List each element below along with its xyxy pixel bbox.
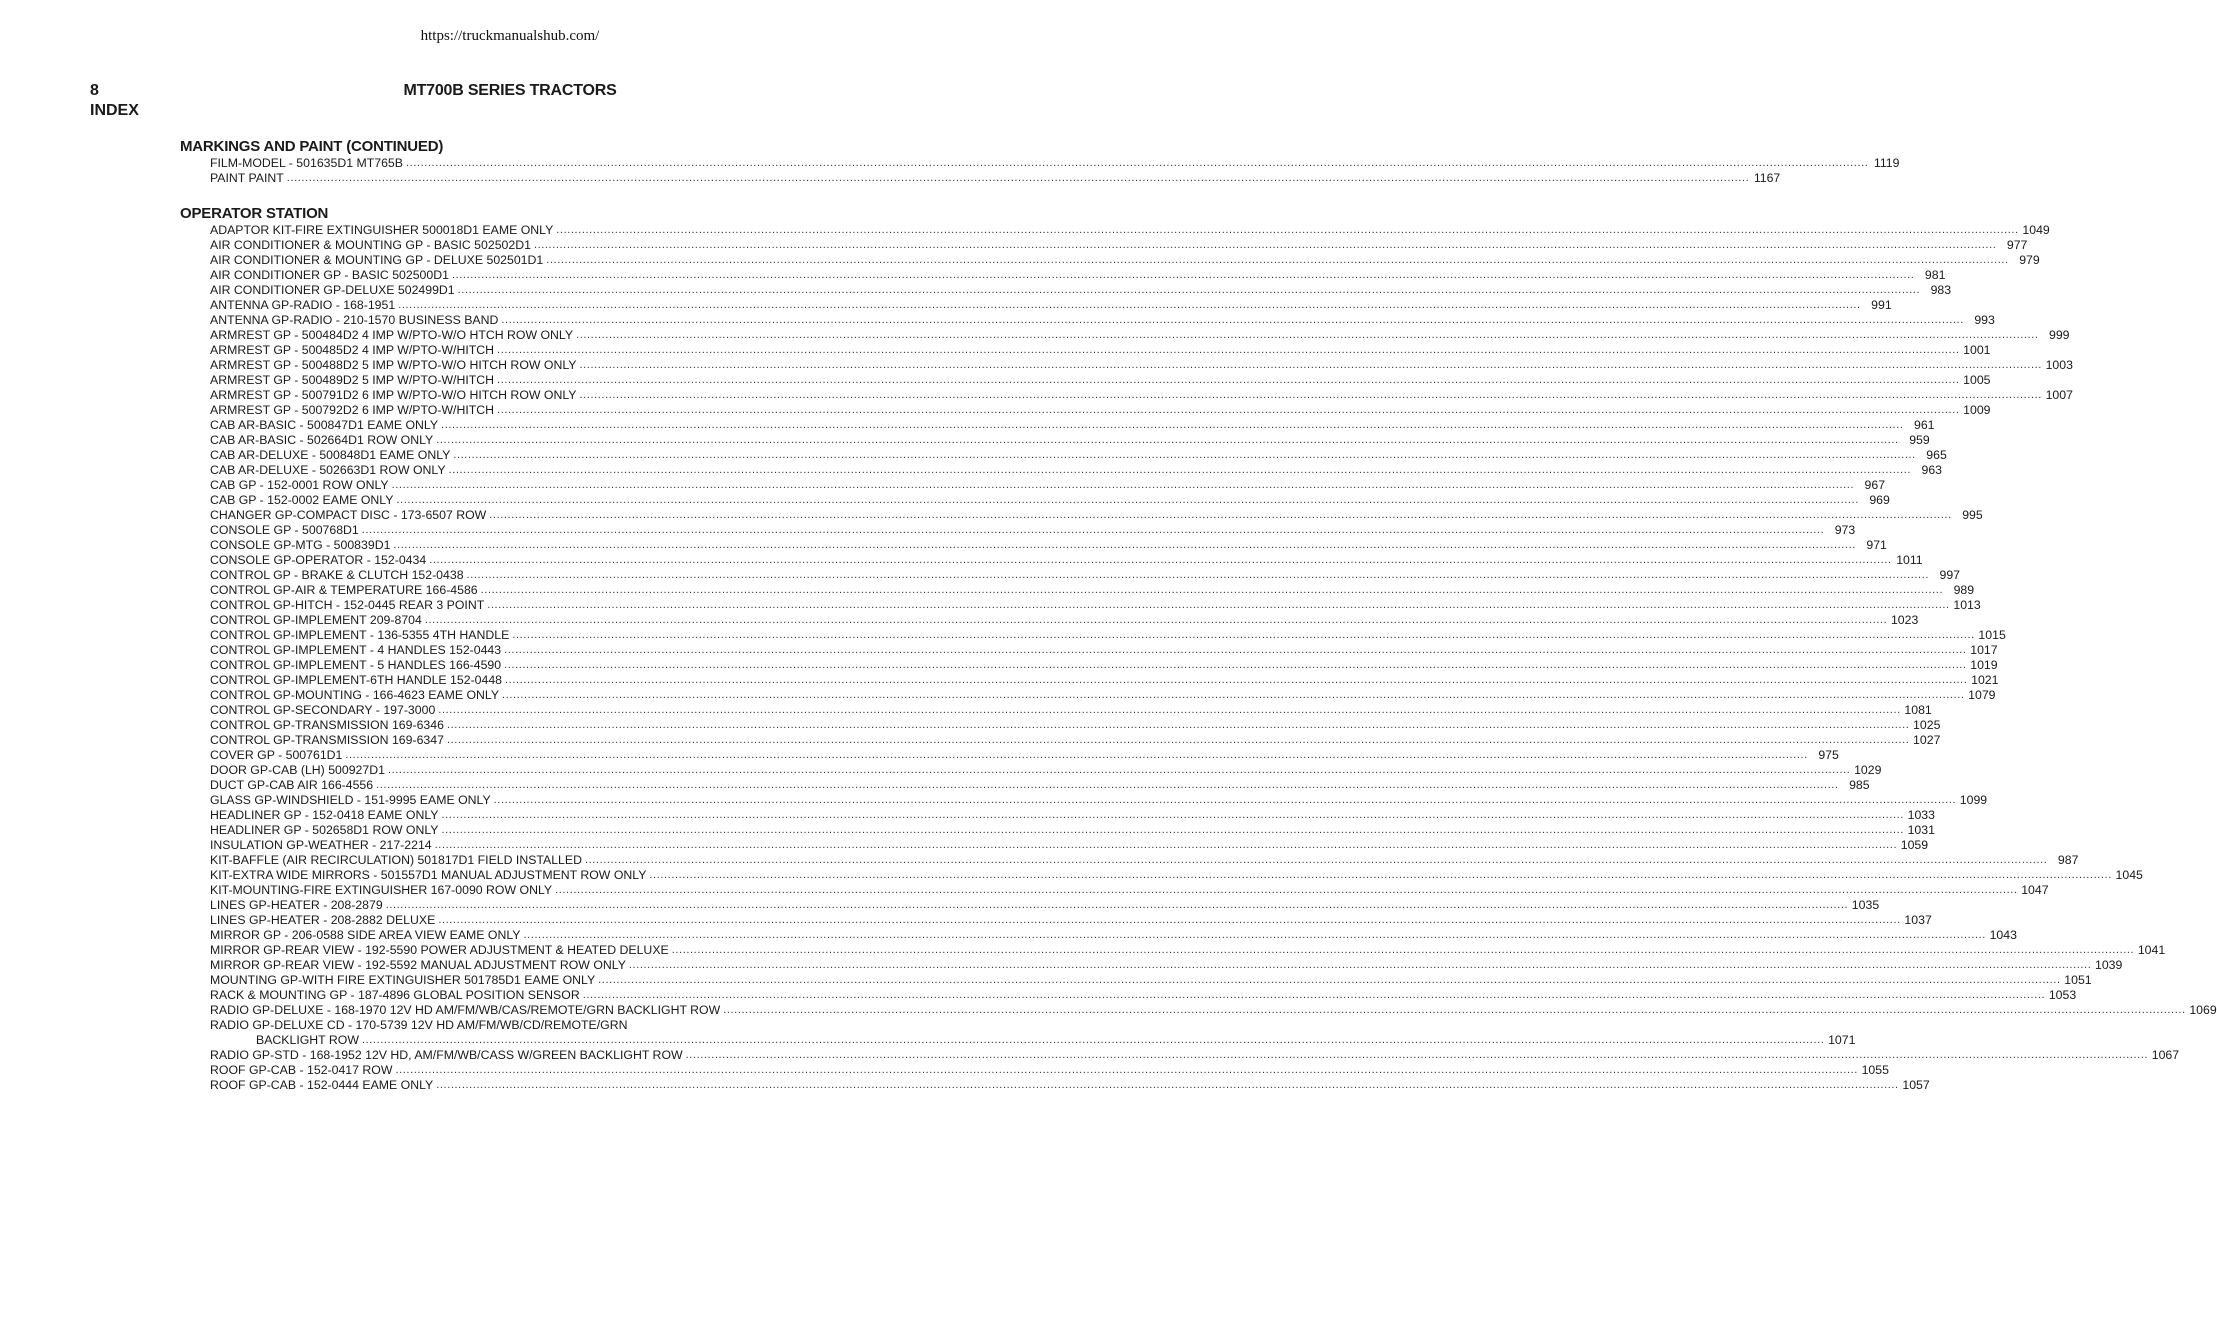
index-entry: [210, 478, 1886, 493]
entry-name: ARMREST GP - 500489D2 5 IMP W/PTO-W/HITCH: [210, 373, 495, 387]
entry-page-number: 1055: [1861, 1063, 1889, 1077]
index-entry: [210, 523, 1856, 538]
index-entry: [210, 973, 2092, 988]
index-entry: [210, 733, 1941, 748]
entry-page-number: 1119: [1873, 156, 1900, 170]
index-entry: [210, 253, 2040, 268]
entry-page-number: 977: [2006, 238, 2028, 252]
dot-leader: ................................................................................................................................................................................................................................................................................................................................................................................................................: [391, 479, 1855, 491]
dot-leader: ................................................................................................................................................................................................................................................................................................................................................................................................................: [387, 764, 1851, 776]
source-url[interactable]: https://truckmanualshub.com/: [420, 28, 600, 44]
entry-name: LINES GP-HEATER - 208-2879: [210, 898, 383, 912]
index-entry: [210, 448, 1947, 463]
entry-name: AIR CONDITIONER GP-DELUXE 502499D1: [210, 283, 455, 297]
entry-page-number: 1057: [1902, 1078, 1930, 1092]
index-entry: [210, 433, 1930, 448]
entry-name: ARMREST GP - 500792D2 6 IMP W/PTO-W/HITCH: [210, 403, 495, 417]
entry-name: ARMREST GP - 500488D2 5 IMP W/PTO-W/O HITCH ROW ONLY: [210, 358, 577, 372]
entry-name: DOOR GP-CAB (LH) 500927D1: [210, 763, 385, 777]
index-entry: [210, 643, 1998, 658]
entry-page-number: 1079: [1968, 688, 1996, 702]
index-entry: [210, 493, 1890, 508]
index-section-operator-station: [180, 205, 2217, 1093]
dot-leader: ................................................................................................................................................................................................................................................................................................................................................................................................................: [523, 929, 1986, 941]
page-label: INDEX: [90, 102, 139, 119]
entry-name: KIT-EXTRA WIDE MIRRORS - 501557D1 MANUAL ADJUSTMENT ROW ONLY: [210, 868, 647, 882]
entry-page-number: 975: [1818, 748, 1839, 762]
index-entry: [210, 553, 1923, 568]
entry-page-number: 987: [2057, 853, 2079, 867]
entry-page-number: 981: [1924, 268, 1946, 282]
entry-list: [210, 223, 2217, 1093]
entry-name: AIR CONDITIONER & MOUNTING GP - DELUXE 502501D1: [210, 253, 544, 267]
index-entry: [210, 898, 1880, 913]
dot-leader: ................................................................................................................................................................................................................................................................................................................................................................................................................: [579, 389, 2042, 401]
entry-page-number: 1011: [1896, 553, 1923, 567]
entry-name: CONTROL GP-IMPLEMENT-6TH HANDLE 152-0448: [210, 673, 503, 687]
dot-leader: ................................................................................................................................................................................................................................................................................................................................................................................................................: [451, 269, 1915, 281]
entry-name: HEADLINER GP - 152-0418 EAME ONLY: [210, 808, 439, 822]
entry-name: MIRROR GP-REAR VIEW - 192-5590 POWER ADJUSTMENT & HEATED DELUXE: [210, 943, 669, 957]
dot-leader: ................................................................................................................................................................................................................................................................................................................................................................................................................: [405, 157, 1869, 169]
index-entry: [210, 868, 2143, 883]
dot-leader: ................................................................................................................................................................................................................................................................................................................................................................................................................: [446, 719, 1910, 731]
entry-page-number: 1037: [1904, 913, 1932, 927]
dot-leader: ................................................................................................................................................................................................................................................................................................................................................................................................................: [436, 434, 1899, 446]
entry-page-number: 959: [1909, 433, 1930, 447]
entry-name: ANTENNA GP-RADIO - 210-1570 BUSINESS BAND: [210, 313, 499, 327]
entry-name: ADAPTOR KIT-FIRE EXTINGUISHER 500018D1 EAME ONLY: [210, 223, 554, 237]
index-entry: [210, 1003, 2217, 1018]
entry-name: CONTROL GP-IMPLEMENT - 4 HANDLES 152-0443: [210, 643, 502, 657]
index-entry: [210, 358, 2073, 373]
dot-leader: ................................................................................................................................................................................................................................................................................................................................................................................................................: [533, 239, 1997, 251]
dot-leader: ................................................................................................................................................................................................................................................................................................................................................................................................................: [497, 404, 1960, 416]
entry-name: CONTROL GP - BRAKE & CLUTCH 152-0438: [210, 568, 464, 582]
dot-leader: ................................................................................................................................................................................................................................................................................................................................................................................................................: [501, 314, 1964, 326]
entry-name: CAB GP - 152-0001 ROW ONLY: [210, 478, 389, 492]
dot-leader: ................................................................................................................................................................................................................................................................................................................................................................................................................: [361, 1034, 1825, 1046]
dot-leader: ................................................................................................................................................................................................................................................................................................................................................................................................................: [579, 359, 2042, 371]
entry-page-number: 1039: [2095, 958, 2123, 972]
entry-page-number: 1009: [1963, 403, 1991, 417]
index-entry: [210, 1048, 2180, 1063]
entry-page-number: 985: [1849, 778, 1870, 792]
entry-page-number: 979: [2019, 253, 2040, 267]
entry-page-number: 1035: [1851, 898, 1880, 912]
dot-leader: ................................................................................................................................................................................................................................................................................................................................................................................................................: [723, 1004, 2186, 1016]
entry-page-number: 1051: [2064, 973, 2092, 987]
dot-leader: ................................................................................................................................................................................................................................................................................................................................................................................................................: [398, 299, 1861, 311]
dot-leader: ................................................................................................................................................................................................................................................................................................................................................................................................................: [424, 614, 1888, 626]
index-entry: [210, 718, 1941, 733]
entry-list: [210, 156, 1900, 186]
entry-page-number: 1027: [1913, 733, 1941, 747]
entry-name: MIRROR GP - 206-0588 SIDE AREA VIEW EAME ONLY: [210, 928, 521, 942]
entry-name: CONTROL GP-SECONDARY - 197-3000: [210, 703, 436, 717]
dot-leader: ................................................................................................................................................................................................................................................................................................................................................................................................................: [555, 884, 2018, 896]
entry-name: FILM-MODEL - 501635D1 MT765B: [210, 156, 403, 170]
dot-leader: ................................................................................................................................................................................................................................................................................................................................................................................................................: [489, 509, 1952, 521]
entry-page-number: 973: [1834, 523, 1856, 537]
dot-leader: ................................................................................................................................................................................................................................................................................................................................................................................................................: [396, 494, 1859, 506]
entry-page-number: 961: [1913, 418, 1935, 432]
index-entry: [210, 763, 1882, 778]
entry-name: CAB AR-DELUXE - 500848D1 EAME ONLY: [210, 448, 451, 462]
dot-leader: ................................................................................................................................................................................................................................................................................................................................................................................................................: [345, 749, 1808, 761]
entry-page-number: 1025: [1913, 718, 1941, 732]
dot-leader: ................................................................................................................................................................................................................................................................................................................................................................................................................: [546, 254, 2009, 266]
entry-page-number: 1059: [1900, 838, 1929, 852]
dot-leader: ................................................................................................................................................................................................................................................................................................................................................................................................................: [376, 779, 1839, 791]
entry-page-number: 1019: [1970, 658, 1998, 672]
index-entry: [210, 171, 1781, 186]
entry-page-number: 963: [1921, 463, 1943, 477]
entry-page-number: 1023: [1890, 613, 1919, 627]
dot-leader: ................................................................................................................................................................................................................................................................................................................................................................................................................: [480, 584, 1944, 596]
dot-leader: ................................................................................................................................................................................................................................................................................................................................................................................................................: [441, 824, 1904, 836]
entry-name: CONTROL GP-IMPLEMENT 209-8704: [210, 613, 422, 627]
entry-name: CONTROL GP-IMPLEMENT - 5 HANDLES 166-4590: [210, 658, 502, 672]
entry-name: CAB AR-BASIC - 500847D1 EAME ONLY: [210, 418, 439, 432]
index-entry: [210, 778, 1870, 793]
index-entry: [210, 598, 1981, 613]
dot-leader: ................................................................................................................................................................................................................................................................................................................................................................................................................: [628, 959, 2092, 971]
index-entry: [210, 628, 2006, 643]
index-entry: [210, 538, 1887, 553]
index-entry: [210, 328, 2070, 343]
entry-name: BACKLIGHT ROW: [256, 1033, 359, 1047]
dot-leader: ................................................................................................................................................................................................................................................................................................................................................................................................................: [393, 539, 1856, 551]
entry-page-number: 1099: [1959, 793, 1988, 807]
index-entry: [210, 988, 2077, 1003]
dot-leader: ................................................................................................................................................................................................................................................................................................................................................................................................................: [504, 644, 1967, 656]
index-entry: [210, 943, 2166, 958]
dot-leader: ................................................................................................................................................................................................................................................................................................................................................................................................................: [582, 989, 2046, 1001]
index-entry: [210, 1033, 1856, 1048]
entry-page-number: 967: [1864, 478, 1886, 492]
entry-page-number: 1043: [1989, 928, 2017, 942]
dot-leader: ................................................................................................................................................................................................................................................................................................................................................................................................................: [487, 599, 1950, 611]
entry-page-number: 1015: [1978, 628, 2006, 642]
index-entry: [210, 268, 1946, 283]
dot-leader: ................................................................................................................................................................................................................................................................................................................................................................................................................: [448, 464, 1912, 476]
dot-leader: ................................................................................................................................................................................................................................................................................................................................................................................................................: [453, 449, 1916, 461]
entry-page-number: 989: [1953, 583, 1975, 597]
index-entry: [210, 583, 1975, 598]
section-title: OPERATOR STATION: [180, 205, 329, 222]
entry-page-number: 969: [1869, 493, 1890, 507]
entry-name: MOUNTING GP-WITH FIRE EXTINGUISHER 501785D1 EAME ONLY: [210, 973, 596, 987]
index-entry: [210, 673, 1999, 688]
entry-name: CHANGER GP-COMPACT DISC - 173-6507 ROW: [210, 508, 487, 522]
index-entry: [210, 928, 2017, 943]
dot-leader: ................................................................................................................................................................................................................................................................................................................................................................................................................: [576, 329, 2039, 341]
index-entry: [210, 223, 2050, 238]
index-entry: [210, 463, 1943, 478]
dot-leader: ................................................................................................................................................................................................................................................................................................................................................................................................................: [556, 224, 2019, 236]
index-section-markings: [180, 138, 1900, 186]
index-entry: [210, 913, 1932, 928]
entry-name: RACK & MOUNTING GP - 187-4896 GLOBAL POSITION SENSOR: [210, 988, 580, 1002]
dot-leader: ................................................................................................................................................................................................................................................................................................................................................................................................................: [504, 659, 1967, 671]
entry-name: CONTROL GP-HITCH - 152-0445 REAR 3 POINT: [210, 598, 485, 612]
dot-leader: ................................................................................................................................................................................................................................................................................................................................................................................................................: [671, 944, 2135, 956]
entry-page-number: 1053: [2048, 988, 2077, 1002]
entry-page-number: 965: [1926, 448, 1947, 462]
dot-leader: ................................................................................................................................................................................................................................................................................................................................................................................................................: [497, 374, 1960, 386]
index-entry: [210, 388, 2073, 403]
entry-name: CONSOLE GP-OPERATOR - 152-0434: [210, 553, 427, 567]
entry-page-number: 1003: [2045, 358, 2073, 372]
index-entry: [210, 883, 2049, 898]
entry-name: GLASS GP-WINDSHIELD - 151-9995 EAME ONLY: [210, 793, 491, 807]
entry-page-number: 1005: [1963, 373, 1991, 387]
entry-page-number: 991: [1871, 298, 1892, 312]
index-entry: [210, 313, 1995, 328]
entry-name: RADIO GP-DELUXE - 168-1970 12V HD AM/FM/WB/CAS/REMOTE/GRN BACKLIGHT ROW: [210, 1003, 721, 1017]
entry-name: CAB AR-BASIC - 502664D1 ROW ONLY: [210, 433, 434, 447]
entry-page-number: 1017: [1970, 643, 1998, 657]
dot-leader: ................................................................................................................................................................................................................................................................................................................................................................................................................: [361, 524, 1825, 536]
index-entry: [210, 373, 1991, 388]
entry-name: DUCT GP-CAB AIR 166-4556: [210, 778, 374, 792]
index-entry: [210, 283, 1952, 298]
entry-name: AIR CONDITIONER & MOUNTING GP - BASIC 502502D1: [210, 238, 531, 252]
entry-name: ANTENNA GP-RADIO - 168-1951: [210, 298, 396, 312]
dot-leader: ................................................................................................................................................................................................................................................................................................................................................................................................................: [446, 734, 1910, 746]
entry-page-number: 1069: [2189, 1003, 2217, 1017]
dot-leader: ................................................................................................................................................................................................................................................................................................................................................................................................................: [584, 854, 2048, 866]
entry-page-number: 993: [1974, 313, 1995, 327]
entry-page-number: 1041: [2137, 943, 2166, 957]
index-entry: [210, 403, 1991, 418]
entry-name: KIT-BAFFLE (AIR RECIRCULATION) 501817D1 FIELD INSTALLED: [210, 853, 582, 867]
dot-leader: ................................................................................................................................................................................................................................................................................................................................................................................................................: [429, 554, 1892, 566]
entry-name: ROOF GP-CAB - 152-0444 EAME ONLY: [210, 1078, 434, 1092]
index-entry: [210, 298, 1892, 313]
dot-leader: ................................................................................................................................................................................................................................................................................................................................................................................................................: [466, 569, 1930, 581]
entry-page-number: 1049: [2022, 223, 2050, 237]
index-entry: [210, 1063, 1889, 1078]
dot-leader: ................................................................................................................................................................................................................................................................................................................................................................................................................: [441, 809, 1904, 821]
document-title: MT700B SERIES TRACTORS: [403, 82, 617, 99]
entry-name: RADIO GP-STD - 168-1952 12V HD, AM/FM/WB/CASS W/GREEN BACKLIGHT ROW: [210, 1048, 683, 1062]
index-entry: [210, 508, 1983, 523]
entry-name: RADIO GP-DELUXE CD - 170-5739 12V HD AM/FM/WB/CD/REMOTE/GRN: [210, 1018, 628, 1032]
entry-name: ROOF GP-CAB - 152-0417 ROW: [210, 1063, 393, 1077]
index-entry: [210, 1078, 1930, 1093]
section-title: MARKINGS AND PAINT (CONTINUED): [180, 138, 444, 155]
entry-name: LINES GP-HEATER - 208-2882 DELUXE: [210, 913, 436, 927]
index-entry: [210, 823, 1935, 838]
index-entry: [210, 838, 1929, 853]
dot-leader: ................................................................................................................................................................................................................................................................................................................................................................................................................: [505, 674, 1968, 686]
dot-leader: ................................................................................................................................................................................................................................................................................................................................................................................................................: [434, 839, 1898, 851]
entry-name: CONSOLE GP - 500768D1: [210, 523, 359, 537]
dot-leader: ................................................................................................................................................................................................................................................................................................................................................................................................................: [512, 629, 1975, 641]
entry-name: CONTROL GP-TRANSMISSION 169-6346: [210, 718, 444, 732]
dot-leader: ................................................................................................................................................................................................................................................................................................................................................................................................................: [286, 172, 1750, 184]
index-entry: [210, 853, 2079, 868]
dot-leader: ................................................................................................................................................................................................................................................................................................................................................................................................................: [685, 1049, 2149, 1061]
entry-name: AIR CONDITIONER GP - BASIC 502500D1: [210, 268, 449, 282]
entry-name: COVER GP - 500761D1: [210, 748, 343, 762]
entry-page-number: 1067: [2151, 1048, 2180, 1062]
dot-leader: ................................................................................................................................................................................................................................................................................................................................................................................................................: [436, 1079, 1899, 1091]
entry-page-number: 1033: [1907, 808, 1935, 822]
index-entry: [210, 688, 1996, 703]
index-entry: [210, 703, 1932, 718]
entry-name: CAB AR-DELUXE - 502663D1 ROW ONLY: [210, 463, 446, 477]
dot-leader: ................................................................................................................................................................................................................................................................................................................................................................................................................: [385, 899, 1849, 911]
entry-page-number: 997: [1939, 568, 1961, 582]
dot-leader: ................................................................................................................................................................................................................................................................................................................................................................................................................: [649, 869, 2112, 881]
entry-name: CONTROL GP-IMPLEMENT - 136-5355 4TH HANDLE: [210, 628, 510, 642]
index-entry: [210, 793, 1988, 808]
dot-leader: ................................................................................................................................................................................................................................................................................................................................................................................................................: [395, 1064, 1858, 1076]
entry-page-number: 1007: [2045, 388, 2073, 402]
entry-page-number: 1001: [1963, 343, 1991, 357]
dot-leader: ................................................................................................................................................................................................................................................................................................................................................................................................................: [493, 794, 1957, 806]
dot-leader: ................................................................................................................................................................................................................................................................................................................................................................................................................: [497, 344, 1960, 356]
entry-name: ARMREST GP - 500484D2 4 IMP W/PTO-W/O HTCH ROW ONLY: [210, 328, 574, 342]
page-number: 8: [90, 82, 99, 99]
entry-name: KIT-MOUNTING-FIRE EXTINGUISHER 167-0090 ROW ONLY: [210, 883, 553, 897]
entry-page-number: 1031: [1907, 823, 1935, 837]
index-entry: [210, 1018, 840, 1033]
index-entry: [210, 156, 1900, 171]
entry-page-number: 1021: [1971, 673, 1999, 687]
entry-name: CONTROL GP-MOUNTING - 166-4623 EAME ONLY: [210, 688, 500, 702]
dot-leader: ................................................................................................................................................................................................................................................................................................................................................................................................................: [441, 419, 1904, 431]
entry-name: HEADLINER GP - 502658D1 ROW ONLY: [210, 823, 439, 837]
entry-name: CAB GP - 152-0002 EAME ONLY: [210, 493, 394, 507]
index-entry: [210, 748, 1839, 763]
entry-page-number: 1013: [1953, 598, 1981, 612]
dot-leader: ................................................................................................................................................................................................................................................................................................................................................................................................................: [598, 974, 2061, 986]
entry-page-number: 971: [1866, 538, 1887, 552]
index-entry: [210, 658, 1998, 673]
entry-name: MIRROR GP-REAR VIEW - 192-5592 MANUAL ADJUSTMENT ROW ONLY: [210, 958, 626, 972]
entry-page-number: 1045: [2115, 868, 2143, 882]
entry-name: CONSOLE GP-MTG - 500839D1: [210, 538, 391, 552]
entry-name: CONTROL GP-AIR & TEMPERATURE 166-4586: [210, 583, 478, 597]
entry-page-number: 1047: [2021, 883, 2049, 897]
index-entry: [210, 613, 1919, 628]
entry-name: PAINT PAINT: [210, 171, 284, 185]
dot-leader: ................................................................................................................................................................................................................................................................................................................................................................................................................: [502, 689, 1965, 701]
entry-page-number: 1167: [1753, 171, 1781, 185]
index-entry: [210, 808, 1935, 823]
entry-page-number: 1081: [1904, 703, 1932, 717]
entry-name: INSULATION GP-WEATHER - 217-2214: [210, 838, 432, 852]
entry-page-number: 995: [1962, 508, 1983, 522]
dot-leader: ................................................................................................................................................................................................................................................................................................................................................................................................................: [438, 704, 1901, 716]
entry-page-number: 983: [1930, 283, 1952, 297]
entry-page-number: 1071: [1828, 1033, 1856, 1047]
dot-leader: ................................................................................................................................................................................................................................................................................................................................................................................................................: [457, 284, 1921, 296]
entry-name: ARMREST GP - 500485D2 4 IMP W/PTO-W/HITCH: [210, 343, 495, 357]
dot-leader: ................................................................................................................................................................................................................................................................................................................................................................................................................: [438, 914, 1901, 926]
index-entry: [210, 418, 1935, 433]
index-entry: [210, 568, 1961, 583]
entry-page-number: 1029: [1854, 763, 1882, 777]
index-entry: [210, 238, 2028, 253]
index-entry: [210, 958, 2123, 973]
entry-name: CONTROL GP-TRANSMISSION 169-6347: [210, 733, 444, 747]
index-entry: [210, 343, 1991, 358]
entry-page-number: 999: [2049, 328, 2070, 342]
entry-name: ARMREST GP - 500791D2 6 IMP W/PTO-W/O HITCH ROW ONLY: [210, 388, 577, 402]
